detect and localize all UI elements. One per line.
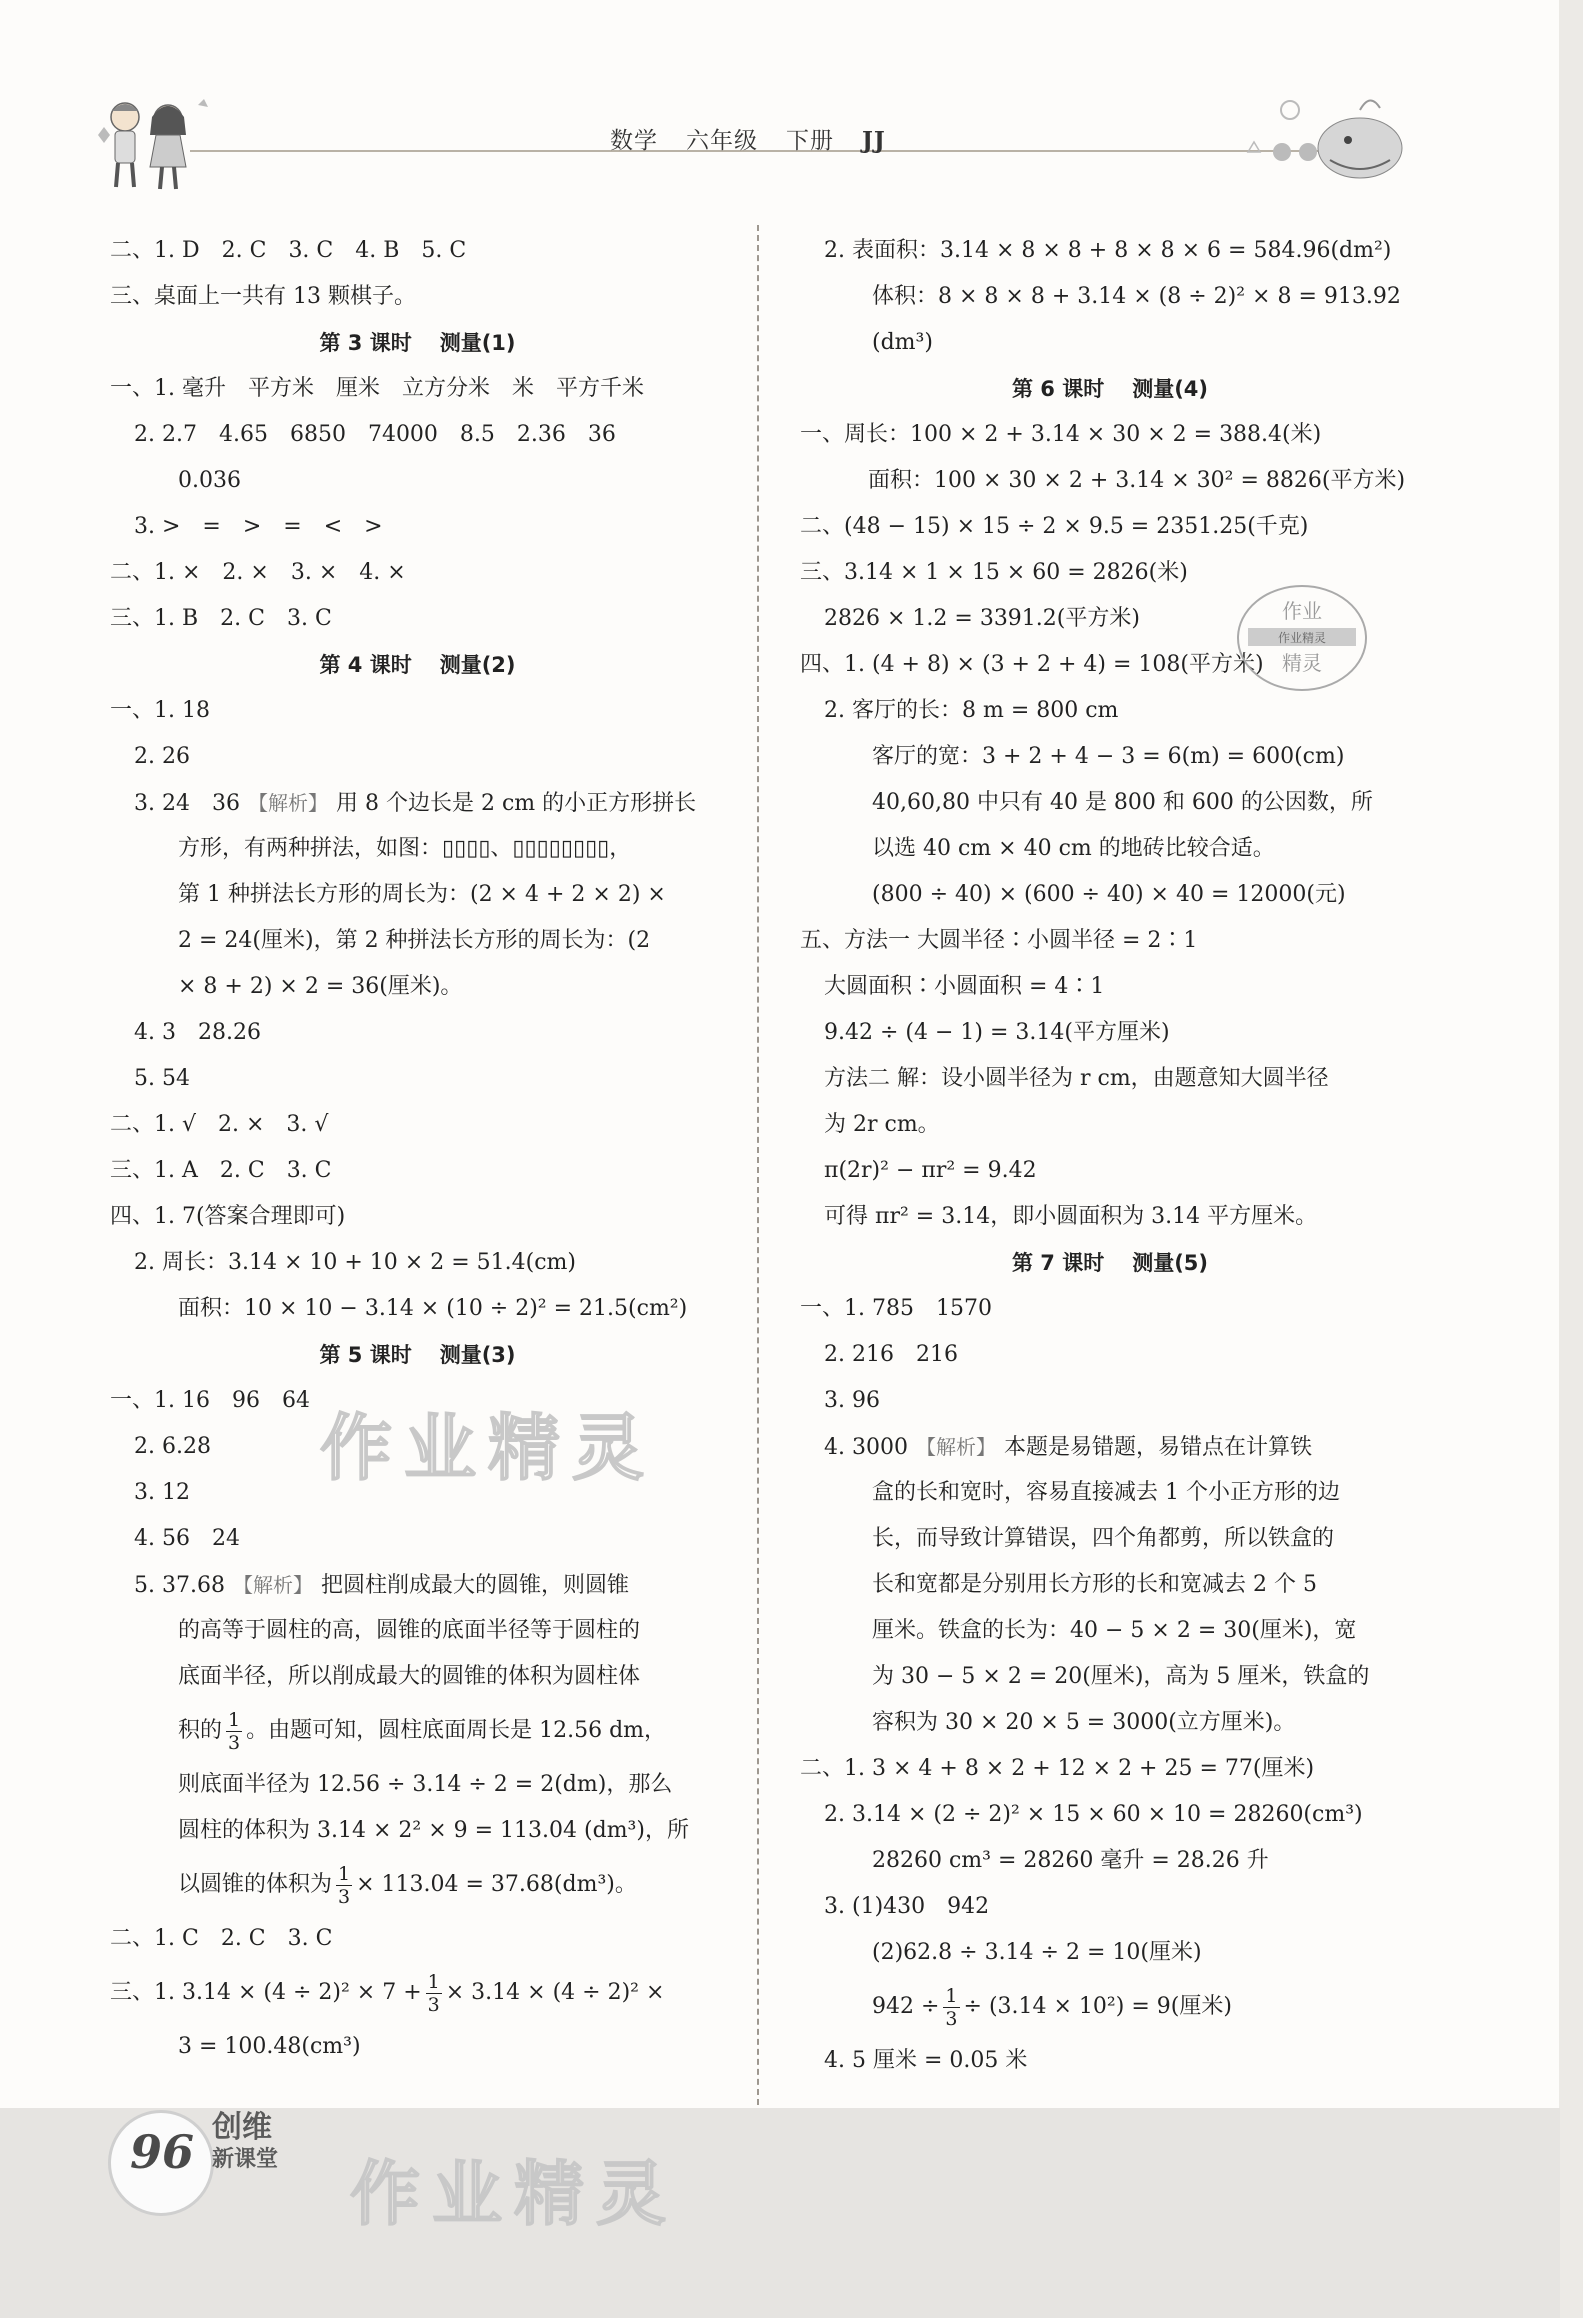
lesson-title-part: 测量(5) (1132, 1251, 1209, 1275)
answer-line (800, 412, 1420, 458)
page-header (0, 0, 1583, 200)
column-divider (757, 225, 759, 2115)
whale-decoration-icon (1230, 90, 1410, 190)
stamp-top-text: 作业 (1282, 599, 1322, 623)
lesson-title-part: 第 7 课时 (1011, 1251, 1105, 1275)
answer-line (800, 1056, 1420, 1102)
answer-line (110, 1286, 725, 1332)
answer-text: 28260 cm³ = 28260 毫升 = 28.26 升 (872, 1848, 1269, 1873)
answer-line (800, 1470, 1420, 1516)
answer-line (110, 1562, 725, 1608)
page-edge (1559, 0, 1583, 2318)
brand-line2: 新课堂 (212, 2147, 279, 2172)
header-volume: 下册 (786, 128, 834, 154)
answer-text: × 8 + 2) × 2 = 36(厘米)。 (178, 974, 463, 999)
answer-text: (2)62.8 ÷ 3.14 ÷ 2 = 10(厘米) (872, 1940, 1202, 1965)
left-answer-column (110, 228, 725, 2070)
header-subject: 数学 (610, 128, 658, 154)
answer-text: 2. 2.7 4.65 6850 74000 8.5 2.36 36 (134, 422, 616, 447)
answer-text: 面积：10 × 10 − 3.14 × (10 ÷ 2)² = 21.5(cm²) (178, 1296, 688, 1321)
answer-text-cont: 把圆柱削成最大的圆锥，则圆锥 (320, 1573, 629, 1598)
answer-text: 3 = 100.48(cm³) (178, 2034, 361, 2059)
answer-text: 2 = 24(厘米)，第 2 种拼法长方形的周长为：(2 (178, 928, 651, 953)
brand-logo (212, 2112, 278, 2176)
answer-line (110, 596, 725, 642)
lesson-title (110, 320, 725, 366)
answer-line (110, 1516, 725, 1562)
answer-line (110, 964, 725, 1010)
answer-line (800, 228, 1420, 274)
stamp-middle-text: 作业精灵 (1277, 631, 1327, 645)
answer-text: 2. 216 216 (824, 1342, 958, 1367)
answer-line (110, 1854, 725, 1916)
header-title (610, 122, 914, 155)
answer-text: 一、1. 毫升 平方米 厘米 立方分米 米 平方千米 (110, 376, 644, 401)
answer-text: 3. 24 36 (134, 791, 240, 816)
answer-line (800, 1976, 1420, 2038)
lesson-title-part: 第 6 课时 (1011, 377, 1105, 401)
answer-line (800, 1700, 1420, 1746)
answer-text: 2. 26 (134, 744, 190, 769)
answer-text: 4. 5 厘米 = 0.05 米 (824, 2048, 1028, 2073)
answer-line (800, 1792, 1420, 1838)
answer-text: 厘米。铁盒的长为：40 − 5 × 2 = 30(厘米)，宽 (872, 1618, 1357, 1643)
fraction (943, 1985, 959, 2030)
answer-line (800, 1194, 1420, 1240)
answer-text: 2826 × 1.2 = 3391.2(平方米) (824, 606, 1140, 631)
lesson-title (800, 366, 1420, 412)
answer-text: 长和宽都是分别用长方形的长和宽减去 2 个 5 (872, 1572, 1317, 1597)
answer-text: 方法二 解：设小圆半径为 r cm，由题意知大圆半径 (824, 1066, 1329, 1091)
fraction-numerator: 1 (945, 1984, 958, 2007)
answer-line (800, 1286, 1420, 1332)
answer-text: 3. (1)430 942 (824, 1894, 990, 1919)
answer-text: 大圆面积∶小圆面积 = 4∶1 (824, 974, 1105, 999)
fraction-denominator: 3 (338, 1885, 351, 1908)
answer-text: 三、3.14 × 1 × 15 × 60 = 2826(米) (800, 560, 1188, 585)
answer-line (800, 1424, 1420, 1470)
answer-text: 二、1. 3 × 4 + 8 × 2 + 12 × 2 + 25 = 77(厘米) (800, 1756, 1315, 1781)
answer-text: 盒的长和宽时，容易直接减去 1 个小正方形的边 (872, 1480, 1340, 1505)
answer-text: 5. 54 (134, 1066, 190, 1091)
answer-line (800, 1838, 1420, 1884)
answer-text: 0.036 (178, 468, 241, 493)
answer-text: 五、方法一 大圆半径∶小圆半径 = 2∶1 (800, 928, 1198, 953)
answer-text: 圆柱的体积为 3.14 × 2² × 9 = 113.04 (dm³)，所 (178, 1818, 689, 1843)
answer-line (110, 1762, 725, 1808)
answer-line (800, 1516, 1420, 1562)
answer-text: 为 2r cm。 (824, 1112, 940, 1137)
answer-line (800, 1608, 1420, 1654)
center-watermark: 作业精灵 (320, 1406, 657, 1490)
answer-text: 942 ÷ (872, 1994, 940, 2019)
answer-line (800, 1378, 1420, 1424)
answer-text: 可得 πr² = 3.14，即小圆面积为 3.14 平方厘米。 (824, 1204, 1318, 1229)
answer-text: 3. 96 (824, 1388, 880, 1413)
page-number: 96 (130, 2125, 195, 2179)
answer-line (110, 1194, 725, 1240)
lesson-title-part: 第 3 课时 (319, 331, 412, 355)
fraction-numerator: 1 (228, 1708, 241, 1731)
analysis-tag: 【解析】 (232, 1573, 313, 1597)
fraction-denominator: 3 (945, 2007, 958, 2030)
answer-text: 2. 周长：3.14 × 10 + 10 × 2 = 51.4(cm) (134, 1250, 576, 1275)
answer-text: 2. 客厅的长：8 m = 800 cm (824, 698, 1119, 723)
right-answer-column (800, 228, 1420, 2084)
stamp-bottom-text: 精灵 (1282, 651, 1322, 675)
footer-watermark: 作业精灵 (350, 2153, 678, 2235)
answer-line (110, 412, 725, 458)
fraction-denominator: 3 (427, 1993, 440, 2016)
answer-line (110, 1700, 725, 1762)
answer-line (800, 1654, 1420, 1700)
lesson-title (800, 1240, 1420, 1286)
answer-line (110, 826, 725, 872)
answer-line (800, 826, 1420, 872)
answer-text: 积的 (178, 1718, 223, 1743)
answer-text: (800 ÷ 40) × (600 ÷ 40) × 40 = 12000(元) (872, 882, 1346, 907)
lesson-title-part: 第 4 课时 (319, 653, 412, 677)
lesson-title-part: 测量(4) (1132, 377, 1209, 401)
answer-line (110, 1102, 725, 1148)
answer-line (110, 872, 725, 918)
lesson-title-part: 测量(2) (439, 653, 516, 677)
answer-text-cont: 本题是易错题，易错点在计算铁 (1003, 1435, 1312, 1460)
answer-text: 客厅的宽：3 + 2 + 4 − 3 = 6(m) = 600(cm) (872, 744, 1345, 769)
answer-line (110, 228, 725, 274)
fraction-numerator: 1 (427, 1970, 440, 1993)
answer-line (110, 1962, 725, 2024)
answer-text: 5. 37.68 (134, 1573, 225, 1598)
answer-line (800, 1148, 1420, 1194)
answer-text: 三、1. 3.14 × (4 ÷ 2)² × 7 + (110, 1980, 422, 2005)
answer-line (110, 1608, 725, 1654)
answer-line (110, 1808, 725, 1854)
answer-text: 3. 12 (134, 1480, 190, 1505)
answer-text-cont: 。由题可知，圆柱底面周长是 12.56 dm， (246, 1718, 667, 1743)
answer-line (110, 458, 725, 504)
answer-text: 以圆锥的体积为 (178, 1872, 333, 1897)
answer-line (800, 780, 1420, 826)
answer-line (800, 458, 1420, 504)
answer-text: 4. 3000 (824, 1435, 908, 1460)
answer-line (110, 1240, 725, 1286)
answer-line (800, 274, 1420, 320)
header-edition: JJ (862, 127, 886, 154)
answer-text: 一、周长：100 × 2 + 3.14 × 30 × 2 = 388.4(米) (800, 422, 1322, 447)
answer-line (110, 1916, 725, 1962)
answer-line (800, 1102, 1420, 1148)
fraction (226, 1709, 242, 1754)
answer-line (800, 2038, 1420, 2084)
fraction (426, 1971, 442, 2016)
brand-line1: 创维 (212, 2110, 272, 2145)
lesson-title-part: 第 5 课时 (319, 1343, 412, 1367)
answer-text: 容积为 30 × 20 × 5 = 3000(立方厘米)。 (872, 1710, 1296, 1735)
homework-stamp-icon (1232, 578, 1372, 698)
fraction (336, 1863, 352, 1908)
answer-text: 第 1 种拼法长方形的周长为：(2 × 4 + 2 × 2) × (178, 882, 666, 907)
answer-text-cont: 用 8 个边长是 2 cm 的小正方形拼长 (335, 791, 697, 816)
answer-line (800, 1746, 1420, 1792)
answer-line (800, 1010, 1420, 1056)
answer-text: 面积：100 × 30 × 2 + 3.14 × 30² = 8826(平方米) (868, 468, 1406, 493)
analysis-tag: 【解析】 (247, 791, 328, 815)
answer-text: 的高等于圆柱的高，圆锥的底面半径等于圆柱的 (178, 1618, 641, 1643)
answer-text: 二、(48 − 15) × 15 ÷ 2 × 9.5 = 2351.25(千克) (800, 514, 1309, 539)
answer-line (110, 1010, 725, 1056)
answer-line (800, 320, 1420, 366)
answer-line (110, 1056, 725, 1102)
answer-line (110, 1148, 725, 1194)
answer-text: 二、1. D 2. C 3. C 4. B 5. C (110, 238, 467, 263)
answer-line (110, 274, 725, 320)
answer-text: 9.42 ÷ (4 − 1) = 3.14(平方厘米) (824, 1020, 1170, 1045)
answer-text-cont: × 3.14 × (4 ÷ 2)² × (445, 1980, 665, 2005)
answer-line (800, 964, 1420, 1010)
answer-line (800, 734, 1420, 780)
answer-text: 一、1. 18 (110, 698, 210, 723)
answer-text: 2. 6.28 (134, 1434, 211, 1459)
answer-text: π(2r)² − πr² = 9.42 (824, 1158, 1037, 1183)
answer-text: 一、1. 16 96 64 (110, 1388, 310, 1413)
answer-text: 40,60,80 中只有 40 是 800 和 600 的公因数，所 (872, 790, 1373, 815)
lesson-title (110, 642, 725, 688)
answer-text: 2. 表面积：3.14 × 8 × 8 + 8 × 8 × 6 = 584.96(dm²) (824, 238, 1392, 263)
answer-line (800, 1562, 1420, 1608)
answer-text: 方形，有两种拼法，如图：▯▯▯▯、▯▯▯▯▯▯▯▯， (178, 836, 632, 861)
cartoon-kids-icon (90, 95, 210, 195)
answer-text: 体积：8 × 8 × 8 + 3.14 × (8 ÷ 2)² × 8 = 913.92 (872, 284, 1401, 309)
answer-line (110, 1654, 725, 1700)
answer-text: 三、1. A 2. C 3. C (110, 1158, 332, 1183)
answer-text-cont: ÷ (3.14 × 10²) = 9(厘米) (963, 1994, 1232, 2019)
answer-text: 二、1. C 2. C 3. C (110, 1926, 333, 1951)
answer-text: 一、1. 785 1570 (800, 1296, 992, 1321)
fraction-denominator: 3 (228, 1731, 241, 1754)
fraction-numerator: 1 (338, 1862, 351, 1885)
answer-text: 二、1. √ 2. × 3. √ (110, 1112, 329, 1137)
answer-line (800, 1930, 1420, 1976)
answer-text: 3. > = > = < > (134, 514, 383, 539)
answer-line (110, 366, 725, 412)
header-grade: 六年级 (686, 128, 758, 154)
answer-line (800, 1332, 1420, 1378)
answer-text: 4. 3 28.26 (134, 1020, 261, 1045)
answer-line (800, 1884, 1420, 1930)
answer-text-cont: × 113.04 = 37.68(dm³)。 (356, 1872, 637, 1897)
answer-line (110, 504, 725, 550)
answer-text: 三、1. B 2. C 3. C (110, 606, 332, 631)
analysis-tag: 【解析】 (915, 1435, 996, 1459)
answer-line (800, 872, 1420, 918)
answer-text: 四、1. 7(答案合理即可) (110, 1204, 346, 1229)
answer-text: 三、桌面上一共有 13 颗棋子。 (110, 284, 416, 309)
answer-line (110, 734, 725, 780)
answer-text: 2. 3.14 × (2 ÷ 2)² × 15 × 60 × 10 = 28260(cm³) (824, 1802, 1363, 1827)
lesson-title (110, 1332, 725, 1378)
answer-text: 二、1. × 2. × 3. × 4. × (110, 560, 406, 585)
answer-text: 长，而导致计算错误，四个角都剪，所以铁盒的 (872, 1526, 1335, 1551)
answer-line (800, 504, 1420, 550)
answer-text: (dm³) (872, 330, 933, 355)
answer-line (110, 780, 725, 826)
answer-line (110, 688, 725, 734)
lesson-title-part: 测量(3) (439, 1343, 516, 1367)
answer-text: 4. 56 24 (134, 1526, 240, 1551)
lesson-title-part: 测量(1) (439, 331, 516, 355)
answer-text: 四、1. (4 + 8) × (3 + 2 + 4) = 108(平方米) (800, 652, 1264, 677)
answer-text: 则底面半径为 12.56 ÷ 3.14 ÷ 2 = 2(dm)，那么 (178, 1772, 673, 1797)
answer-line (110, 550, 725, 596)
answer-line (800, 918, 1420, 964)
answer-text: 以选 40 cm × 40 cm 的地砖比较合适。 (872, 836, 1275, 861)
answer-text: 为 30 − 5 × 2 = 20(厘米)，高为 5 厘米，铁盒的 (872, 1664, 1370, 1689)
answer-text: 底面半径，所以削成最大的圆锥的体积为圆柱体 (178, 1664, 641, 1689)
answer-line (110, 2024, 725, 2070)
answer-line (110, 918, 725, 964)
